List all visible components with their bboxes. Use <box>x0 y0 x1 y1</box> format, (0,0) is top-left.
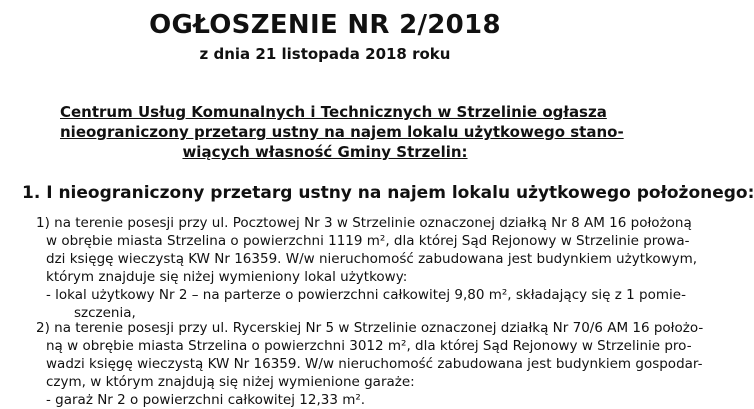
item-line: czym, w którym znajdują się niżej wymienione garaże: <box>46 374 415 390</box>
sub-item-line: - lokal użytkowy Nr 2 – na parterze o powierzchni całkowitej 9,80 m², składający się z 1 pomie- <box>46 287 686 303</box>
item-line: ną w obrębie miasta Strzelina o powierzchni 3012 m², dla której Sąd Rejonowy w Strzelinie pro- <box>46 338 692 354</box>
item-line: w obrębie miasta Strzelina o powierzchni 1119 m², dla której Sąd Rejonowy w Strzelinie prowa- <box>46 233 690 249</box>
item-line: 1) na terenie posesji przy ul. Pocztowej Nr 3 w Strzelinie oznaczonej działką Nr 8 AM 16 położoną <box>36 215 692 231</box>
document-date: z dnia 21 listopada 2018 roku <box>199 45 451 63</box>
item-line: wadzi księgę wieczystą KW Nr 16359. W/w nieruchomość zabudowana jest budynkiem gospodar- <box>46 356 703 372</box>
item-line: którym znajduje się niżej wymieniony lokal użytkowy: <box>46 269 408 285</box>
list-item-2 <box>36 319 703 409</box>
sub-item-line: szczenia, <box>74 305 136 321</box>
intro-line: nieograniczony przetarg ustny na najem lokalu użytkowego stano- <box>60 123 624 141</box>
intro-paragraph <box>60 102 624 162</box>
document-title: OGŁOSZENIE NR 2/2018 <box>149 10 501 40</box>
intro-line: wiących własność Gminy Strzelin: <box>182 143 468 161</box>
sub-item-line: - garaż Nr 2 o powierzchni całkowitej 12,33 m². <box>46 392 366 408</box>
intro-line: Centrum Usług Komunalnych i Technicznych w Strzelinie ogłasza <box>60 103 607 121</box>
item-line: 2) na terenie posesji przy ul. Rycerskiej Nr 5 w Strzelinie oznaczonej działką Nr 70/6 AM 16 położo- <box>36 320 704 336</box>
section-heading: 1. I nieograniczony przetarg ustny na najem lokalu użytkowego położonego: <box>22 183 754 203</box>
item-line: dzi księgę wieczystą KW Nr 16359. W/w nieruchomość zabudowana jest budynkiem użytkowym, <box>46 251 698 267</box>
list-item-1 <box>36 214 697 322</box>
